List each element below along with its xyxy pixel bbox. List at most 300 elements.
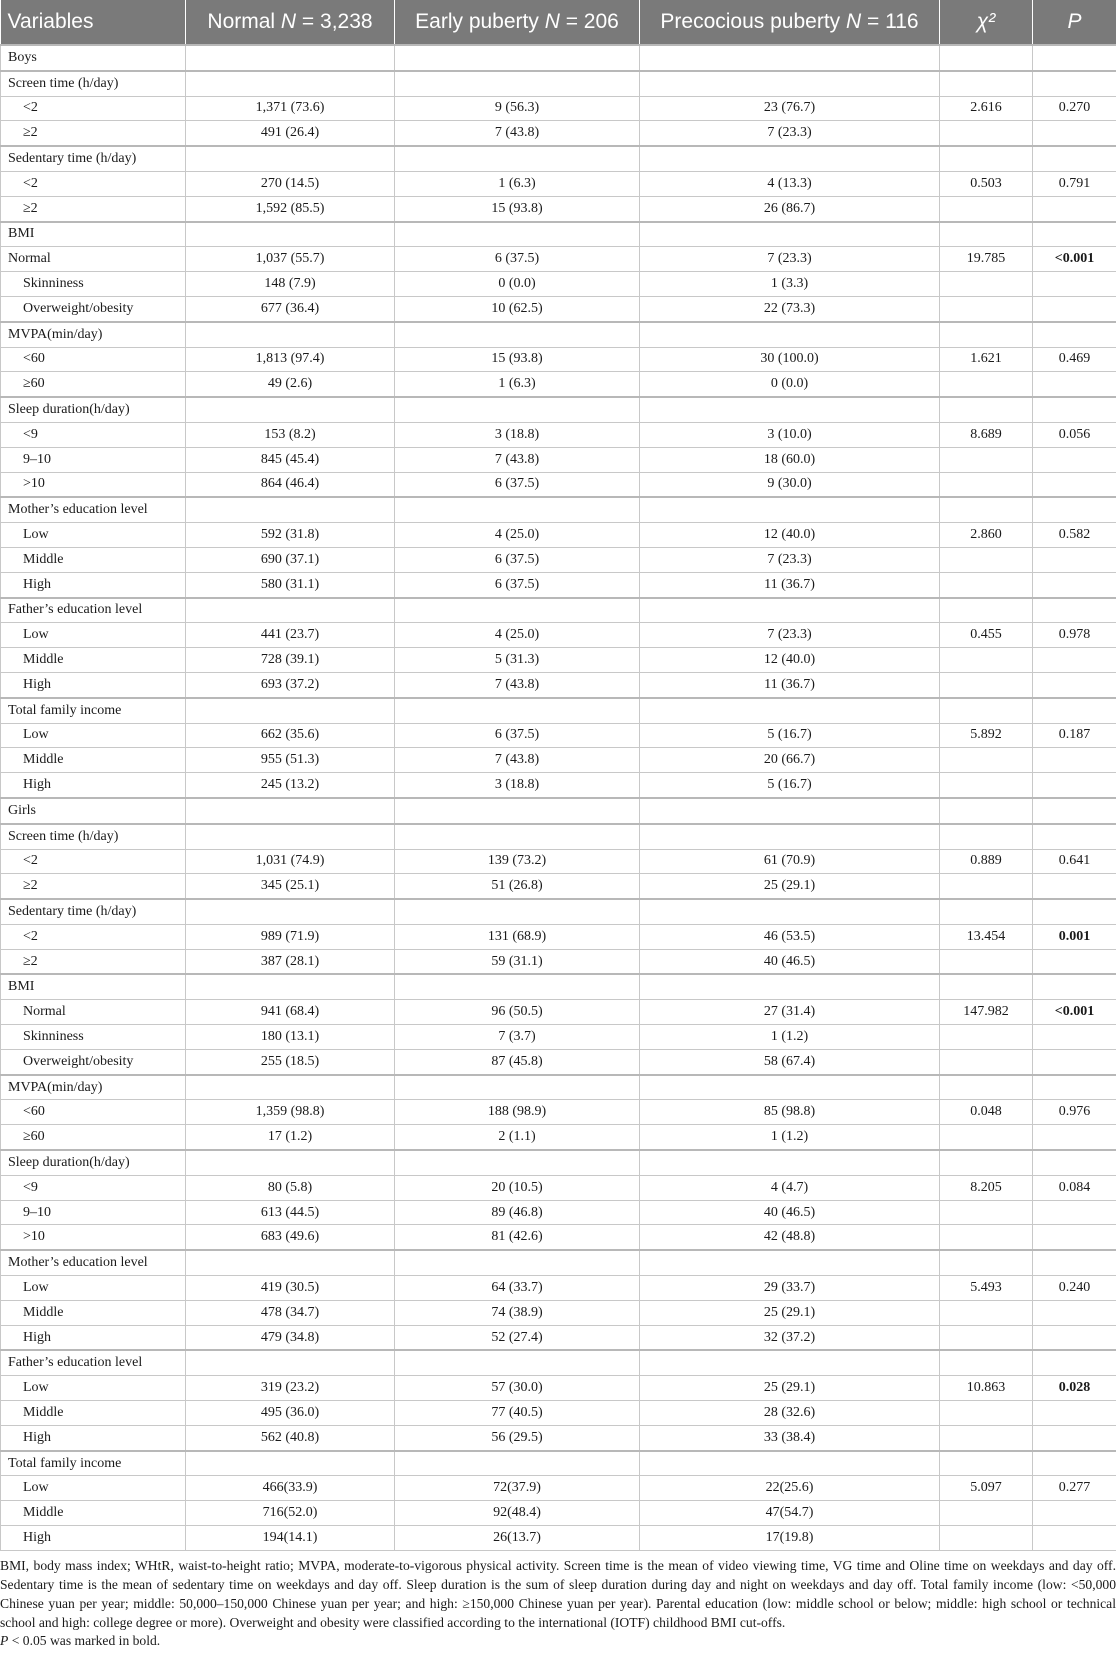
cell-chi-square [940, 1501, 1033, 1526]
section-row [1, 798, 1116, 824]
cell-normal [186, 397, 395, 422]
group-row [1, 1250, 1116, 1275]
table-row [1, 849, 1116, 874]
cell-normal [186, 698, 395, 723]
table-row [1, 272, 1116, 297]
table-row [1, 1175, 1116, 1200]
cell-normal: 153 (8.2) [186, 422, 395, 447]
cell-early-puberty: 92(48.4) [395, 1501, 640, 1526]
cell-p-value [1033, 45, 1116, 71]
cell-chi-square: 8.205 [940, 1175, 1033, 1200]
cell-variable: MVPA(min/day) [1, 1075, 186, 1100]
cell-variable: Father’s education level [1, 598, 186, 623]
cell-normal: 180 (13.1) [186, 1025, 395, 1050]
cell-precocious-puberty: 30 (100.0) [640, 347, 940, 372]
cell-normal [186, 1150, 395, 1175]
cell-early-puberty: 26(13.7) [395, 1526, 640, 1551]
cell-early-puberty: 6 (37.5) [395, 547, 640, 572]
cell-precocious-puberty [640, 974, 940, 999]
cell-chi-square [940, 874, 1033, 899]
cell-early-puberty: 52 (27.4) [395, 1325, 640, 1350]
cell-chi-square [940, 1049, 1033, 1074]
cell-chi-square: 10.863 [940, 1376, 1033, 1401]
cell-variable: ≥60 [1, 372, 186, 397]
cell-chi-square [940, 748, 1033, 773]
cell-normal [186, 497, 395, 522]
cell-early-puberty: 81 (42.6) [395, 1225, 640, 1250]
cell-normal: 270 (14.5) [186, 171, 395, 196]
cell-precocious-puberty [640, 45, 940, 71]
group-row [1, 1075, 1116, 1100]
cell-p-value: 0.976 [1033, 1100, 1116, 1125]
cell-p-value [1033, 1125, 1116, 1150]
cell-normal [186, 1350, 395, 1375]
cell-variable: Mother’s education level [1, 1250, 186, 1275]
cell-precocious-puberty [640, 598, 940, 623]
cell-precocious-puberty: 25 (29.1) [640, 1300, 940, 1325]
cell-p-value [1033, 1250, 1116, 1275]
cell-p-value [1033, 146, 1116, 171]
cell-normal: 1,031 (74.9) [186, 849, 395, 874]
cell-p-value [1033, 1225, 1116, 1250]
group-row [1, 146, 1116, 171]
cell-precocious-puberty [640, 798, 940, 824]
cell-variable: <2 [1, 171, 186, 196]
section-row [1, 45, 1116, 71]
cell-early-puberty: 3 (18.8) [395, 422, 640, 447]
cell-variable: <2 [1, 924, 186, 949]
cell-variable: Middle [1, 648, 186, 673]
table-row [1, 1425, 1116, 1450]
cell-precocious-puberty: 40 (46.5) [640, 949, 940, 974]
cell-variable: High [1, 672, 186, 697]
cell-chi-square [940, 547, 1033, 572]
cell-precocious-puberty: 1 (1.2) [640, 1125, 940, 1150]
cell-precocious-puberty [640, 1350, 940, 1375]
cell-chi-square [940, 949, 1033, 974]
cell-chi-square: 19.785 [940, 247, 1033, 272]
cell-precocious-puberty: 25 (29.1) [640, 1376, 940, 1401]
cell-p-value [1033, 974, 1116, 999]
cell-chi-square [940, 1150, 1033, 1175]
cell-normal: 478 (34.7) [186, 1300, 395, 1325]
cell-variable: <60 [1, 1100, 186, 1125]
cell-normal: 495 (36.0) [186, 1401, 395, 1426]
cell-chi-square [940, 472, 1033, 497]
cell-precocious-puberty: 46 (53.5) [640, 924, 940, 949]
table-footnote: BMI, body mass index; WHtR, waist-to-height ratio; MVPA, moderate-to-vigorous physical activity. Screen time is the mean of video viewing time, VG time and Oline time on weekdays and day off. Sedentary time is the mean of sedentary time on weekdays and day off. Sleep duration is the sum of sleep duration during day and night on weekdays and day off. Total family income (low: <50,000 Chinese yuan per year; middle: 50,000–150,000 Chinese yuan per year; and high: ≥150,000 Chinese yuan per year). Parental education (low: middle school or below; middle: high school or technical school and high: college degree or more). Overweight and obesity were classified according to the international (IOTF) childhood BMI cut-offs. [0, 1557, 1116, 1630]
cell-precocious-puberty [640, 497, 940, 522]
cell-precocious-puberty: 12 (40.0) [640, 648, 940, 673]
cell-early-puberty [395, 598, 640, 623]
cell-normal [186, 322, 395, 347]
cell-early-puberty: 6 (37.5) [395, 247, 640, 272]
cell-chi-square: 2.860 [940, 523, 1033, 548]
table-row [1, 924, 1116, 949]
cell-chi-square [940, 1425, 1033, 1450]
group-row [1, 497, 1116, 522]
cell-p-value [1033, 121, 1116, 146]
cell-p-value: 0.028 [1033, 1376, 1116, 1401]
cell-variable: Screen time (h/day) [1, 71, 186, 96]
cell-variable: <9 [1, 422, 186, 447]
cell-precocious-puberty [640, 1250, 940, 1275]
cell-normal: 148 (7.9) [186, 272, 395, 297]
cell-variable: Low [1, 1276, 186, 1301]
cell-chi-square [940, 1250, 1033, 1275]
cell-precocious-puberty [640, 397, 940, 422]
cell-precocious-puberty: 26 (86.7) [640, 196, 940, 221]
cell-normal: 662 (35.6) [186, 723, 395, 748]
cell-precocious-puberty: 42 (48.8) [640, 1225, 940, 1250]
cell-variable: Sedentary time (h/day) [1, 899, 186, 924]
cell-chi-square [940, 1300, 1033, 1325]
cell-p-value: 0.187 [1033, 723, 1116, 748]
cell-p-value: 0.469 [1033, 347, 1116, 372]
cell-chi-square [940, 1451, 1033, 1476]
table-row [1, 748, 1116, 773]
cell-normal: 580 (31.1) [186, 572, 395, 597]
cell-early-puberty: 20 (10.5) [395, 1175, 640, 1200]
cell-precocious-puberty: 17(19.8) [640, 1526, 940, 1551]
cell-variable: Middle [1, 1501, 186, 1526]
header-chi-square: χ² [940, 0, 1033, 45]
cell-variable: Low [1, 523, 186, 548]
cell-normal: 690 (37.1) [186, 547, 395, 572]
cell-early-puberty: 4 (25.0) [395, 523, 640, 548]
significance-note: P < 0.05 was marked in bold. [0, 1632, 161, 1648]
cell-precocious-puberty: 47(54.7) [640, 1501, 940, 1526]
table-row [1, 547, 1116, 572]
cell-chi-square [940, 1325, 1033, 1350]
cell-early-puberty: 7 (43.8) [395, 121, 640, 146]
cell-precocious-puberty: 61 (70.9) [640, 849, 940, 874]
cell-p-value [1033, 1451, 1116, 1476]
cell-early-puberty: 10 (62.5) [395, 296, 640, 321]
cell-normal [186, 1451, 395, 1476]
cell-early-puberty: 6 (37.5) [395, 723, 640, 748]
cell-precocious-puberty [640, 824, 940, 849]
cell-early-puberty [395, 824, 640, 849]
cell-precocious-puberty: 7 (23.3) [640, 547, 940, 572]
cell-early-puberty [395, 1150, 640, 1175]
cell-p-value: 0.277 [1033, 1476, 1116, 1501]
cell-chi-square [940, 497, 1033, 522]
cell-precocious-puberty: 5 (16.7) [640, 723, 940, 748]
cell-p-value: 0.791 [1033, 171, 1116, 196]
cell-early-puberty [395, 322, 640, 347]
cell-normal: 419 (30.5) [186, 1276, 395, 1301]
table-row [1, 672, 1116, 697]
cell-precocious-puberty: 12 (40.0) [640, 523, 940, 548]
table-row [1, 372, 1116, 397]
cell-normal [186, 146, 395, 171]
table-row [1, 523, 1116, 548]
cell-early-puberty [395, 698, 640, 723]
cell-p-value [1033, 824, 1116, 849]
cell-variable: Overweight/obesity [1, 1049, 186, 1074]
table-row [1, 1125, 1116, 1150]
cell-normal: 319 (23.2) [186, 1376, 395, 1401]
group-row [1, 1350, 1116, 1375]
cell-variable: Middle [1, 547, 186, 572]
cell-variable: High [1, 1325, 186, 1350]
cell-early-puberty: 7 (43.8) [395, 748, 640, 773]
cell-normal: 1,371 (73.6) [186, 96, 395, 121]
cell-variable: Sedentary time (h/day) [1, 146, 186, 171]
cell-p-value [1033, 798, 1116, 824]
cell-early-puberty: 5 (31.3) [395, 648, 640, 673]
cell-chi-square: 0.048 [940, 1100, 1033, 1125]
cell-early-puberty: 139 (73.2) [395, 849, 640, 874]
table-row [1, 572, 1116, 597]
group-row [1, 598, 1116, 623]
cell-normal: 592 (31.8) [186, 523, 395, 548]
cell-chi-square [940, 648, 1033, 673]
cell-p-value [1033, 949, 1116, 974]
cell-early-puberty [395, 1250, 640, 1275]
cell-p-value [1033, 71, 1116, 96]
cell-p-value [1033, 1200, 1116, 1225]
cell-chi-square [940, 798, 1033, 824]
cell-variable: Low [1, 1476, 186, 1501]
cell-precocious-puberty: 20 (66.7) [640, 748, 940, 773]
cell-variable: Normal [1, 247, 186, 272]
cell-precocious-puberty: 3 (10.0) [640, 422, 940, 447]
cell-early-puberty: 188 (98.9) [395, 1100, 640, 1125]
cell-chi-square [940, 222, 1033, 247]
cell-normal: 479 (34.8) [186, 1325, 395, 1350]
cell-precocious-puberty: 33 (38.4) [640, 1425, 940, 1450]
cell-precocious-puberty [640, 698, 940, 723]
cell-variable: Low [1, 723, 186, 748]
cell-chi-square [940, 447, 1033, 472]
table-row [1, 1225, 1116, 1250]
cell-early-puberty [395, 1451, 640, 1476]
cell-chi-square [940, 672, 1033, 697]
cell-normal: 255 (18.5) [186, 1049, 395, 1074]
cell-early-puberty: 89 (46.8) [395, 1200, 640, 1225]
cell-normal: 387 (28.1) [186, 949, 395, 974]
cell-precocious-puberty: 22 (73.3) [640, 296, 940, 321]
table-row [1, 1325, 1116, 1350]
table-row [1, 723, 1116, 748]
cell-variable: MVPA(min/day) [1, 322, 186, 347]
table-row [1, 296, 1116, 321]
table-row [1, 347, 1116, 372]
cell-early-puberty: 7 (43.8) [395, 672, 640, 697]
cell-variable: Middle [1, 1300, 186, 1325]
cell-p-value: 0.056 [1033, 422, 1116, 447]
cell-p-value [1033, 598, 1116, 623]
table-row [1, 1200, 1116, 1225]
cell-precocious-puberty: 29 (33.7) [640, 1276, 940, 1301]
cell-early-puberty: 64 (33.7) [395, 1276, 640, 1301]
cell-early-puberty [395, 71, 640, 96]
cell-early-puberty: 9 (56.3) [395, 96, 640, 121]
cell-p-value [1033, 1150, 1116, 1175]
cell-chi-square: 2.616 [940, 96, 1033, 121]
cell-normal: 941 (68.4) [186, 1000, 395, 1025]
table-row [1, 1476, 1116, 1501]
cell-chi-square [940, 1125, 1033, 1150]
cell-normal [186, 1250, 395, 1275]
table-row [1, 773, 1116, 798]
cell-variable: High [1, 572, 186, 597]
cell-precocious-puberty [640, 71, 940, 96]
cell-p-value [1033, 547, 1116, 572]
cell-variable: Total family income [1, 698, 186, 723]
cell-variable: ≥60 [1, 1125, 186, 1150]
table-row [1, 1401, 1116, 1426]
cell-normal: 683 (49.6) [186, 1225, 395, 1250]
cell-p-value [1033, 698, 1116, 723]
cell-early-puberty [395, 45, 640, 71]
cell-variable: BMI [1, 222, 186, 247]
cell-precocious-puberty [640, 1150, 940, 1175]
table-row [1, 1025, 1116, 1050]
cell-variable: Boys [1, 45, 186, 71]
cell-early-puberty: 4 (25.0) [395, 623, 640, 648]
cell-early-puberty: 7 (43.8) [395, 447, 640, 472]
cell-p-value [1033, 397, 1116, 422]
cell-normal: 955 (51.3) [186, 748, 395, 773]
cell-chi-square [940, 45, 1033, 71]
cell-p-value [1033, 899, 1116, 924]
cell-p-value [1033, 1350, 1116, 1375]
cell-variable: Skinniness [1, 272, 186, 297]
cell-normal: 1,813 (97.4) [186, 347, 395, 372]
cell-early-puberty: 56 (29.5) [395, 1425, 640, 1450]
cell-early-puberty: 96 (50.5) [395, 1000, 640, 1025]
cell-chi-square: 8.689 [940, 422, 1033, 447]
cell-early-puberty: 87 (45.8) [395, 1049, 640, 1074]
cell-p-value [1033, 1049, 1116, 1074]
group-row [1, 71, 1116, 96]
cell-chi-square [940, 272, 1033, 297]
cell-p-value [1033, 1075, 1116, 1100]
cell-normal: 562 (40.8) [186, 1425, 395, 1450]
cell-p-value: 0.240 [1033, 1276, 1116, 1301]
header-normal: Normal N = 3,238 [186, 0, 395, 45]
cell-early-puberty: 72(37.9) [395, 1476, 640, 1501]
cell-precocious-puberty: 7 (23.3) [640, 247, 940, 272]
cell-precocious-puberty: 9 (30.0) [640, 472, 940, 497]
cell-normal: 441 (23.7) [186, 623, 395, 648]
table-row [1, 1100, 1116, 1125]
cell-variable: Skinniness [1, 1025, 186, 1050]
cell-chi-square [940, 698, 1033, 723]
cell-chi-square: 5.493 [940, 1276, 1033, 1301]
cell-early-puberty [395, 798, 640, 824]
cell-variable: Low [1, 1376, 186, 1401]
header-early-puberty: Early puberty N = 206 [395, 0, 640, 45]
cell-normal [186, 222, 395, 247]
cell-variable: ≥2 [1, 949, 186, 974]
table-row [1, 247, 1116, 272]
cell-chi-square [940, 1075, 1033, 1100]
cell-chi-square [940, 1025, 1033, 1050]
cell-p-value: 0.270 [1033, 96, 1116, 121]
cell-p-value [1033, 222, 1116, 247]
cell-normal [186, 45, 395, 71]
cell-precocious-puberty [640, 1451, 940, 1476]
table-row [1, 1300, 1116, 1325]
cell-normal: 80 (5.8) [186, 1175, 395, 1200]
cell-chi-square [940, 1200, 1033, 1225]
cell-variable: Sleep duration(h/day) [1, 397, 186, 422]
cell-precocious-puberty: 23 (76.7) [640, 96, 940, 121]
cell-chi-square: 13.454 [940, 924, 1033, 949]
cell-variable: Middle [1, 1401, 186, 1426]
cell-p-value [1033, 748, 1116, 773]
table-row [1, 874, 1116, 899]
cell-chi-square [940, 71, 1033, 96]
header-precocious-puberty: Precocious puberty N = 116 [640, 0, 940, 45]
cell-normal: 693 (37.2) [186, 672, 395, 697]
cell-p-value [1033, 672, 1116, 697]
cell-precocious-puberty [640, 899, 940, 924]
cell-early-puberty [395, 397, 640, 422]
group-row [1, 899, 1116, 924]
cell-p-value [1033, 296, 1116, 321]
cell-p-value: <0.001 [1033, 247, 1116, 272]
cell-chi-square: 0.455 [940, 623, 1033, 648]
cell-precocious-puberty: 25 (29.1) [640, 874, 940, 899]
cell-early-puberty [395, 974, 640, 999]
cell-chi-square [940, 397, 1033, 422]
cell-chi-square [940, 974, 1033, 999]
cell-p-value [1033, 447, 1116, 472]
table-row [1, 1000, 1116, 1025]
cell-chi-square: 5.097 [940, 1476, 1033, 1501]
cell-p-value: 0.582 [1033, 523, 1116, 548]
cell-variable: High [1, 1526, 186, 1551]
cell-precocious-puberty: 18 (60.0) [640, 447, 940, 472]
cell-p-value [1033, 497, 1116, 522]
cell-p-value [1033, 1025, 1116, 1050]
cell-normal: 49 (2.6) [186, 372, 395, 397]
cell-variable: Overweight/obesity [1, 296, 186, 321]
cell-chi-square [940, 899, 1033, 924]
table-body [1, 45, 1116, 1550]
cell-normal [186, 1075, 395, 1100]
cell-chi-square [940, 572, 1033, 597]
cell-precocious-puberty: 1 (1.2) [640, 1025, 940, 1050]
cell-precocious-puberty: 7 (23.3) [640, 623, 940, 648]
cell-p-value: 0.001 [1033, 924, 1116, 949]
cell-variable: Mother’s education level [1, 497, 186, 522]
cell-normal: 1,037 (55.7) [186, 247, 395, 272]
cell-normal: 466(33.9) [186, 1476, 395, 1501]
table-row [1, 472, 1116, 497]
cell-normal [186, 974, 395, 999]
header-row [1, 0, 1116, 45]
cell-variable: Father’s education level [1, 1350, 186, 1375]
group-row [1, 397, 1116, 422]
table-row [1, 96, 1116, 121]
cell-p-value [1033, 372, 1116, 397]
cell-chi-square: 147.982 [940, 1000, 1033, 1025]
cell-normal [186, 598, 395, 623]
table-row [1, 1526, 1116, 1551]
cell-early-puberty: 2 (1.1) [395, 1125, 640, 1150]
cell-normal: 1,592 (85.5) [186, 196, 395, 221]
cell-normal: 345 (25.1) [186, 874, 395, 899]
cell-precocious-puberty: 1 (3.3) [640, 272, 940, 297]
group-row [1, 698, 1116, 723]
cell-p-value [1033, 272, 1116, 297]
